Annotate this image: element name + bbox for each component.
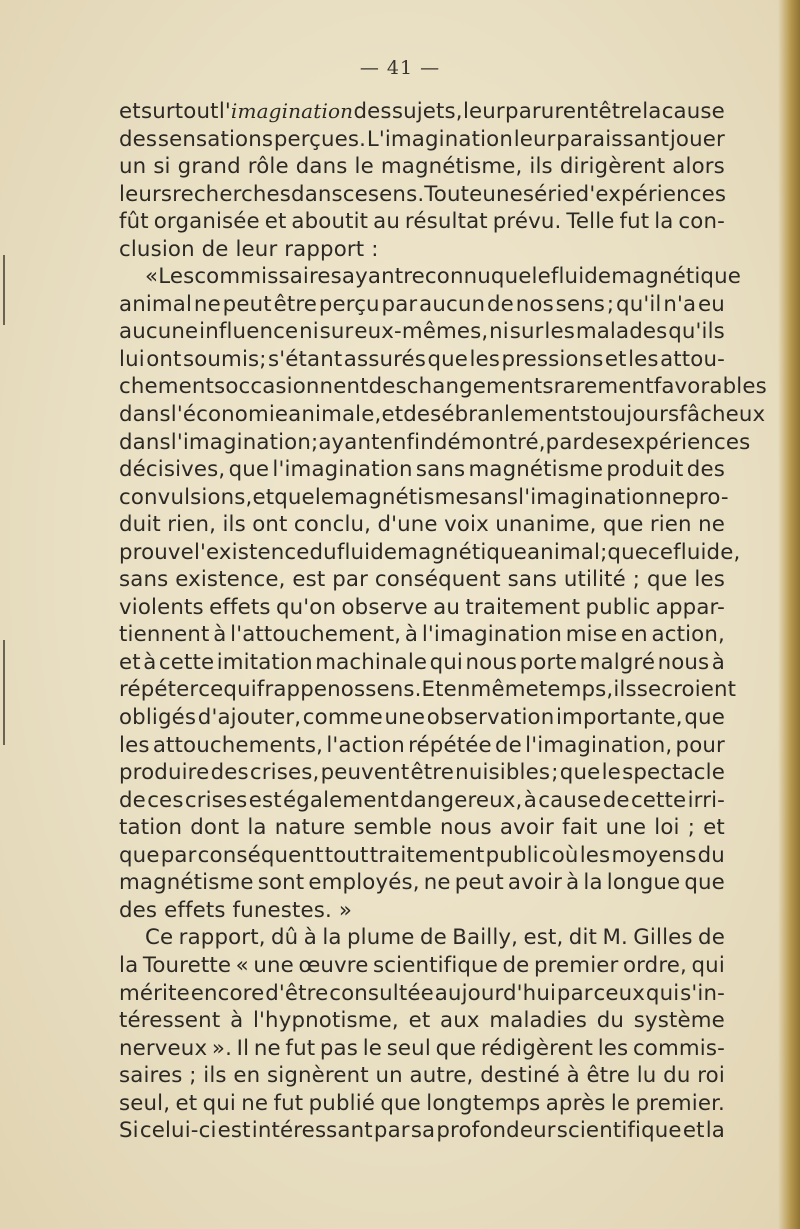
text-line: décisives, que l'imagination sans magnétisme produit des <box>119 457 725 483</box>
text-line: obligés d'ajouter, comme une observation importante, que <box>119 705 725 731</box>
text-line: lui ont soumis; s'étant assurés que les pressions et les attou- <box>119 346 725 372</box>
text-line: la Tourette « une œuvre scientifique de premier ordre, qui <box>119 952 725 978</box>
text-line: chements occasionnent des changements rarement favorables <box>119 374 767 400</box>
text-line: produire des crises, peuvent être nuisibles ; que le spectacle <box>119 760 725 786</box>
text-line: tiennent à l'attouchement, à l'imagination mise en action, <box>119 622 725 648</box>
text-line: tation dont la nature semble nous avoir fait une loi ; et <box>119 815 725 841</box>
text-line: saires ; ils en signèrent un autre, destiné à être lu du roi <box>119 1063 725 1089</box>
text-line: un si grand rôle dans le magnétisme, ils dirigèrent alors <box>119 154 725 180</box>
text-line: et à cette imitation machinale qui nous porte malgré nous à <box>119 649 725 675</box>
text-line: aucune influence ni sur eux-mêmes, ni sur les malades qu'ils <box>119 319 725 345</box>
text-line: téressent à l'hypnotisme, et aux maladies du système <box>119 1008 725 1034</box>
text-line: et surtout l'imagination des sujets, leur parurent être la cause <box>119 99 725 124</box>
text-line: duit rien, ils ont conclu, d'une voix unanime, que rien ne <box>119 512 725 538</box>
text-line: fût organisée et aboutit au résultat prévu. Telle fut la con- <box>119 209 725 235</box>
text-line: répéter ce qui frappe nos sens. Et en même temps, ils se croient <box>119 677 737 703</box>
text-line: Si celui-ci est intéressant par sa profondeur scientifique et la <box>119 1118 725 1144</box>
text-line: mérite encore d'être consultée aujourd'hui par ceux qui s'in- <box>119 980 725 1006</box>
text-line: sans existence, est par conséquent sans utilité ; que les <box>119 567 725 593</box>
text-line: de ces crises est également dangereux, à cause de cette irri- <box>119 787 725 813</box>
text-line: prouve l'existence du fluide magnétique animal ; que ce fluide, <box>119 539 741 565</box>
text-line: animal ne peut être perçu par aucun de nos sens ; qu'il n'a eu <box>119 291 725 317</box>
text-line: les attouchements, l'action répétée de l'imagination, pour <box>119 732 725 758</box>
text-line: clusion de leur rapport : <box>119 236 379 262</box>
text-line: dans l'économie animale, et des ébranlements toujours fâcheux <box>119 402 766 428</box>
text-line: violents effets qu'on observe au traitement public appar- <box>119 594 725 620</box>
text-line: des effets funestes. » <box>119 897 353 923</box>
margin-mark <box>3 255 5 325</box>
text-line: des sensations perçues. L'imagination leur paraissant jouer <box>119 126 725 152</box>
text-line: dans l'imagination ; ayant enfin démontré, par des expériences <box>119 429 751 455</box>
margin-mark <box>3 640 5 745</box>
text-line: leurs recherches dans ce sens. Toute une série d'expériences <box>119 181 727 207</box>
text-line: « Les commissaires ayant reconnu que le fluide magnétique <box>145 264 741 290</box>
text-line: seul, et qui ne fut publié que longtemps après le premier. <box>119 1090 725 1116</box>
text-line: Ce rapport, dû à la plume de Bailly, est, dit M. Gilles de <box>145 925 725 951</box>
text-line: convulsions, et que le magnétisme sans l'imagination ne pro- <box>119 484 729 510</box>
text-line: nerveux ». Il ne fut pas le seul que rédigèrent les commis- <box>119 1035 725 1061</box>
body-text <box>119 98 767 1145</box>
text-line: que par conséquent tout traitement public où les moyens du <box>119 842 725 868</box>
text-line: magnétisme sont employés, ne peut avoir à la longue que <box>119 870 725 896</box>
page-number: — 41 — <box>359 57 441 79</box>
page-edge-shadow <box>778 0 800 1229</box>
